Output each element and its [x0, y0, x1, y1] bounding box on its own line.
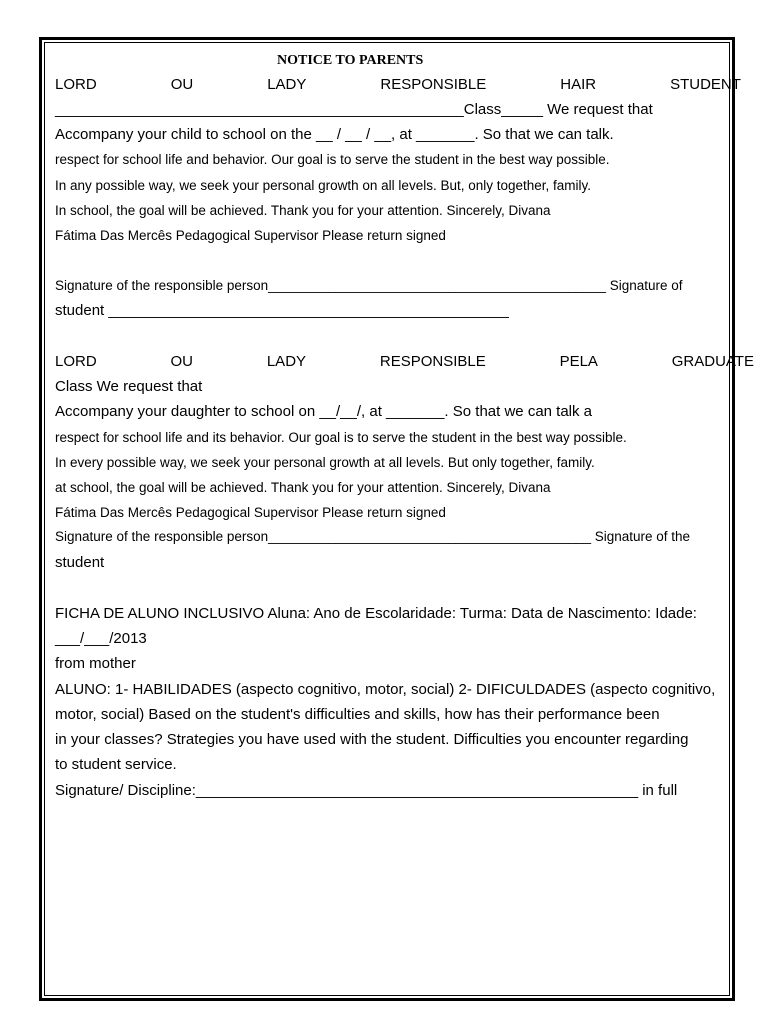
ficha-body-line: to student service.: [55, 756, 177, 773]
form2-body-line: In every possible way, we seek your personal growth at all levels. But only together, family.: [55, 455, 595, 470]
form1-header-word: STUDENT: [670, 76, 741, 93]
ficha-mother-line: from mother: [55, 655, 136, 672]
form2-header-word: LORD: [55, 353, 97, 370]
form1-body-line: In school, the goal will be achieved. Thank you for your attention. Sincerely, Divana: [55, 203, 551, 218]
form1-header-line: [55, 76, 741, 94]
form1-header-word: HAIR: [560, 76, 597, 93]
form1-date-line: Accompany your child to school on the __ / __ / __, at _______. So that we can talk.: [55, 126, 614, 143]
form2-header-line: [55, 353, 754, 371]
form2-header-word: PELA: [559, 353, 598, 370]
form2-body-line: Fátima Das Mercês Pedagogical Supervisor Please return signed: [55, 505, 446, 520]
ficha-body-line: motor, social) Based on the student's difficulties and skills, how has their performance been: [55, 706, 660, 723]
ficha-birthdate-line: ___/___/2013: [55, 630, 147, 647]
form1-header-word: RESPONSIBLE: [380, 76, 487, 93]
notice-title: NOTICE TO PARENTS: [277, 53, 424, 68]
ficha-body-line: in your classes? Strategies you have used with the student. Difficulties you encounter regarding: [55, 731, 689, 748]
form1-header-word: LORD: [55, 76, 97, 93]
form1-body-line: Fátima Das Mercês Pedagogical Supervisor Please return signed: [55, 228, 446, 243]
form2-body-line: at school, the goal will be achieved. Thank you for your attention. Sincerely, Divana: [55, 480, 551, 495]
form1-student-signature-line: student ________________________________________________: [55, 302, 509, 319]
form2-body-line: respect for school life and its behavior. Our goal is to serve the student in the best way possible.: [55, 430, 627, 445]
form1-header-word: OU: [170, 76, 194, 93]
ficha-body-line: ALUNO: 1- HABILIDADES (aspecto cognitivo, motor, social) 2- DIFICULDADES (aspecto cognitivo,: [55, 681, 716, 698]
form2-student-signature-line: student: [55, 554, 105, 571]
form2-class-line: Class We request that: [55, 378, 203, 395]
ficha-signature-line: Signature/ Discipline:_____________________________________________________ in full: [55, 782, 678, 799]
form2-header-word: LADY: [266, 353, 307, 370]
form2-header-word: RESPONSIBLE: [379, 353, 486, 370]
ficha-header-line: FICHA DE ALUNO INCLUSIVO Aluna: Ano de Escolaridade: Turma: Data de Nascimento: Idade:: [55, 605, 697, 622]
form2-date-line: Accompany your daughter to school on __/__/, at _______. So that we can talk a: [55, 403, 593, 420]
form1-signature-line: Signature of the responsible person_____________________________________________ Signature of: [55, 278, 683, 293]
form2-header-word: OU: [170, 353, 194, 370]
form2-signature-line: Signature of the responsible person___________________________________________ Signature of the: [55, 529, 691, 544]
form1-header-word: LADY: [267, 76, 307, 93]
form1-class-line: _________________________________________________Class_____ We request that: [55, 101, 653, 118]
form2-header-word: GRADUATE: [671, 353, 754, 370]
form1-body-line: In any possible way, we seek your personal growth on all levels. But, only together, family.: [55, 178, 592, 193]
form1-body-line: respect for school life and behavior. Our goal is to serve the student in the best way possible.: [55, 152, 610, 167]
